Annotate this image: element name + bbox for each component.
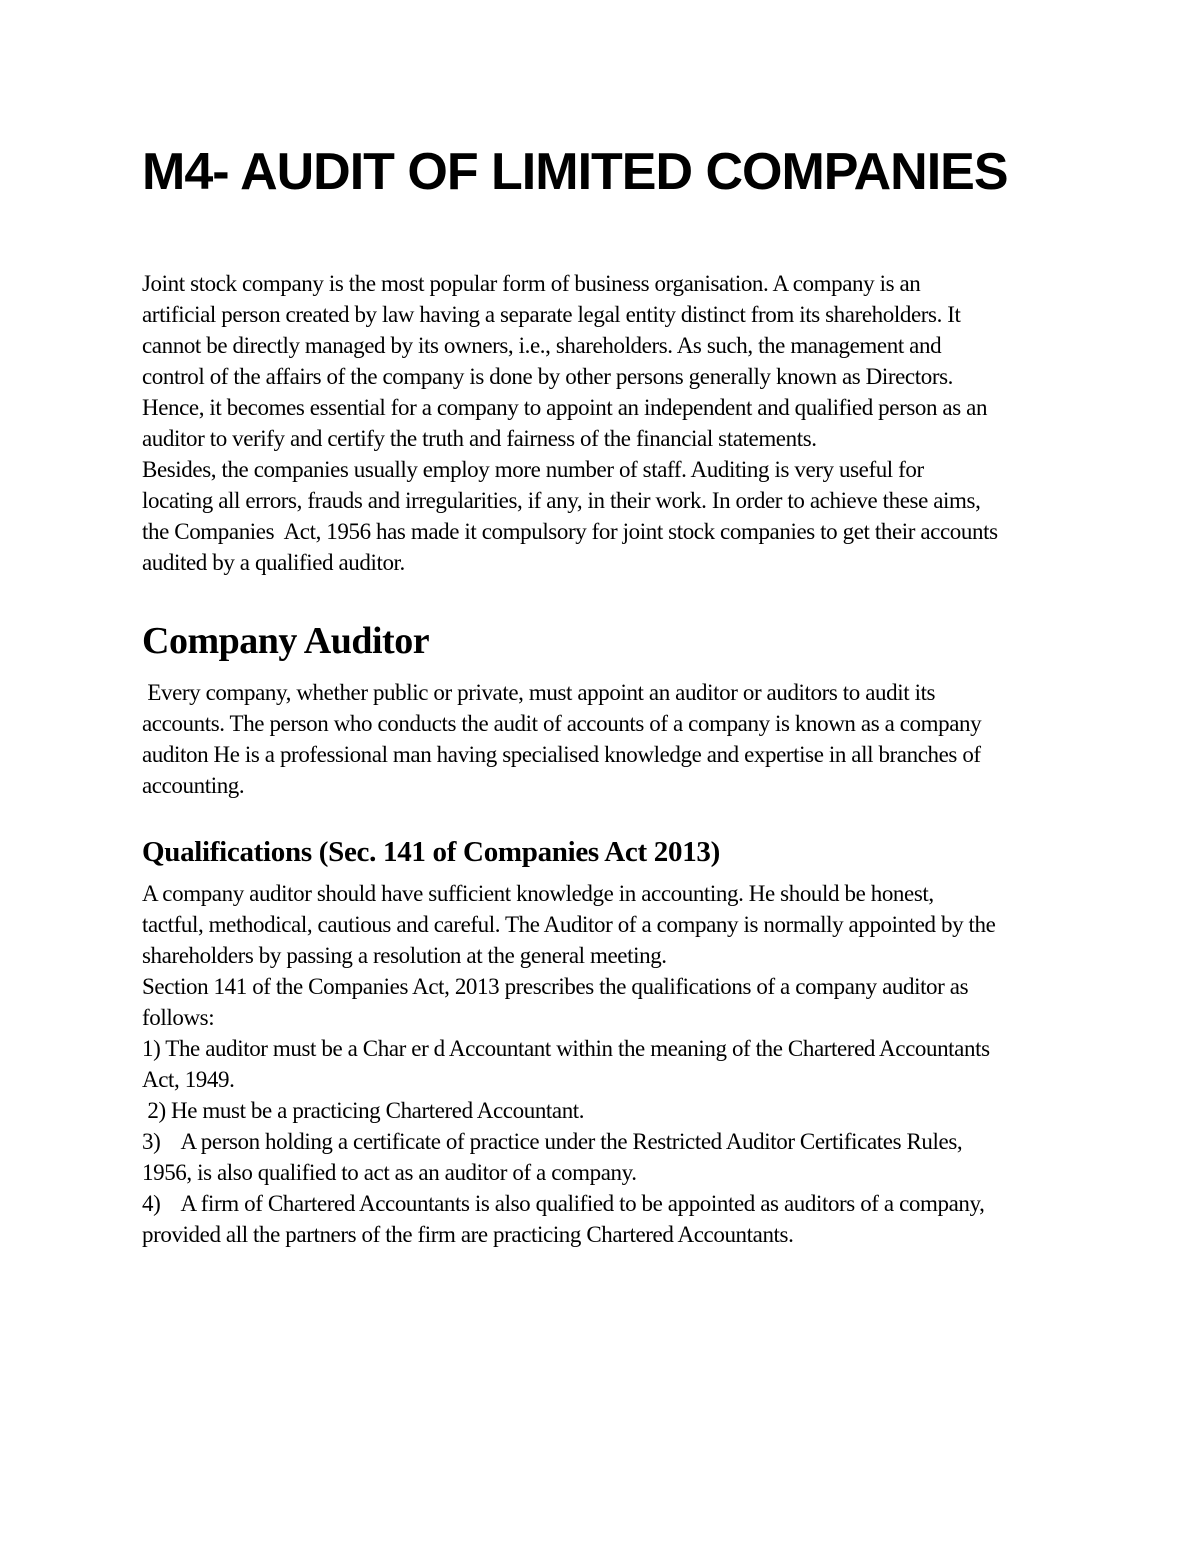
text-line: Joint stock company is the most popular form of business organisation. A company is an — [142, 271, 921, 296]
text-line: audited by a qualified auditor. — [142, 550, 405, 575]
text-line: cannot be directly managed by its owners, i.e., shareholders. As such, the management and — [142, 333, 942, 358]
list-item-3: 3) A person holding a certificate of practice under the Restricted Auditor Certificates Rules, — [142, 1129, 963, 1154]
list-item-2: 2) He must be a practicing Chartered Accountant. — [142, 1098, 585, 1123]
text-line: the Companies Act, 1956 has made it compulsory for joint stock companies to get their accounts — [142, 519, 998, 544]
text-line: Every company, whether public or private, must appoint an auditor or auditors to audit its — [142, 680, 936, 705]
list-item-1: 1) The auditor must be a Char er d Accountant within the meaning of the Chartered Accountants — [142, 1036, 990, 1061]
intro-paragraph — [142, 268, 1092, 578]
text-line: artificial person created by law having a separate legal entity distinct from its shareholders. It — [142, 302, 961, 327]
qualifications-paragraph — [142, 878, 1092, 1250]
text-line: shareholders by passing a resolution at the general meeting. — [142, 943, 667, 968]
document-content — [142, 0, 1092, 1250]
text-line: accounts. The person who conducts the audit of accounts of a company is known as a company — [142, 711, 982, 736]
text-line: provided all the partners of the firm are practicing Chartered Accountants. — [142, 1222, 794, 1247]
text-line: Besides, the companies usually employ more number of staff. Auditing is very useful for — [142, 457, 924, 482]
text-line: Hence, it becomes essential for a company to appoint an independent and qualified person as an — [142, 395, 988, 420]
company-auditor-paragraph — [142, 677, 1092, 801]
section-heading-company-auditor: Company Auditor — [142, 620, 430, 662]
text-line: Section 141 of the Companies Act, 2013 prescribes the qualifications of a company auditor as — [142, 974, 969, 999]
document-title: M4- AUDIT OF LIMITED COMPANIES — [142, 143, 1008, 201]
text-line: auditon He is a professional man having specialised knowledge and expertise in all branches of — [142, 742, 981, 767]
text-line: follows: — [142, 1005, 215, 1030]
text-line: auditor to verify and certify the truth and fairness of the financial statements. — [142, 426, 817, 451]
text-line: Act, 1949. — [142, 1067, 235, 1092]
text-line: control of the affairs of the company is done by other persons generally known as Directors. — [142, 364, 953, 389]
section-heading-qualifications: Qualifications (Sec. 141 of Companies Act 2013) — [142, 836, 720, 868]
text-line: 1956, is also qualified to act as an auditor of a company. — [142, 1160, 637, 1185]
text-line: tactful, methodical, cautious and careful. The Auditor of a company is normally appointed by the — [142, 912, 996, 937]
text-line: accounting. — [142, 773, 245, 798]
list-item-4: 4) A firm of Chartered Accountants is also qualified to be appointed as auditors of a company, — [142, 1191, 985, 1216]
text-line: A company auditor should have sufficient knowledge in accounting. He should be honest, — [142, 881, 934, 906]
text-line: locating all errors, frauds and irregularities, if any, in their work. In order to achieve these aims, — [142, 488, 981, 513]
